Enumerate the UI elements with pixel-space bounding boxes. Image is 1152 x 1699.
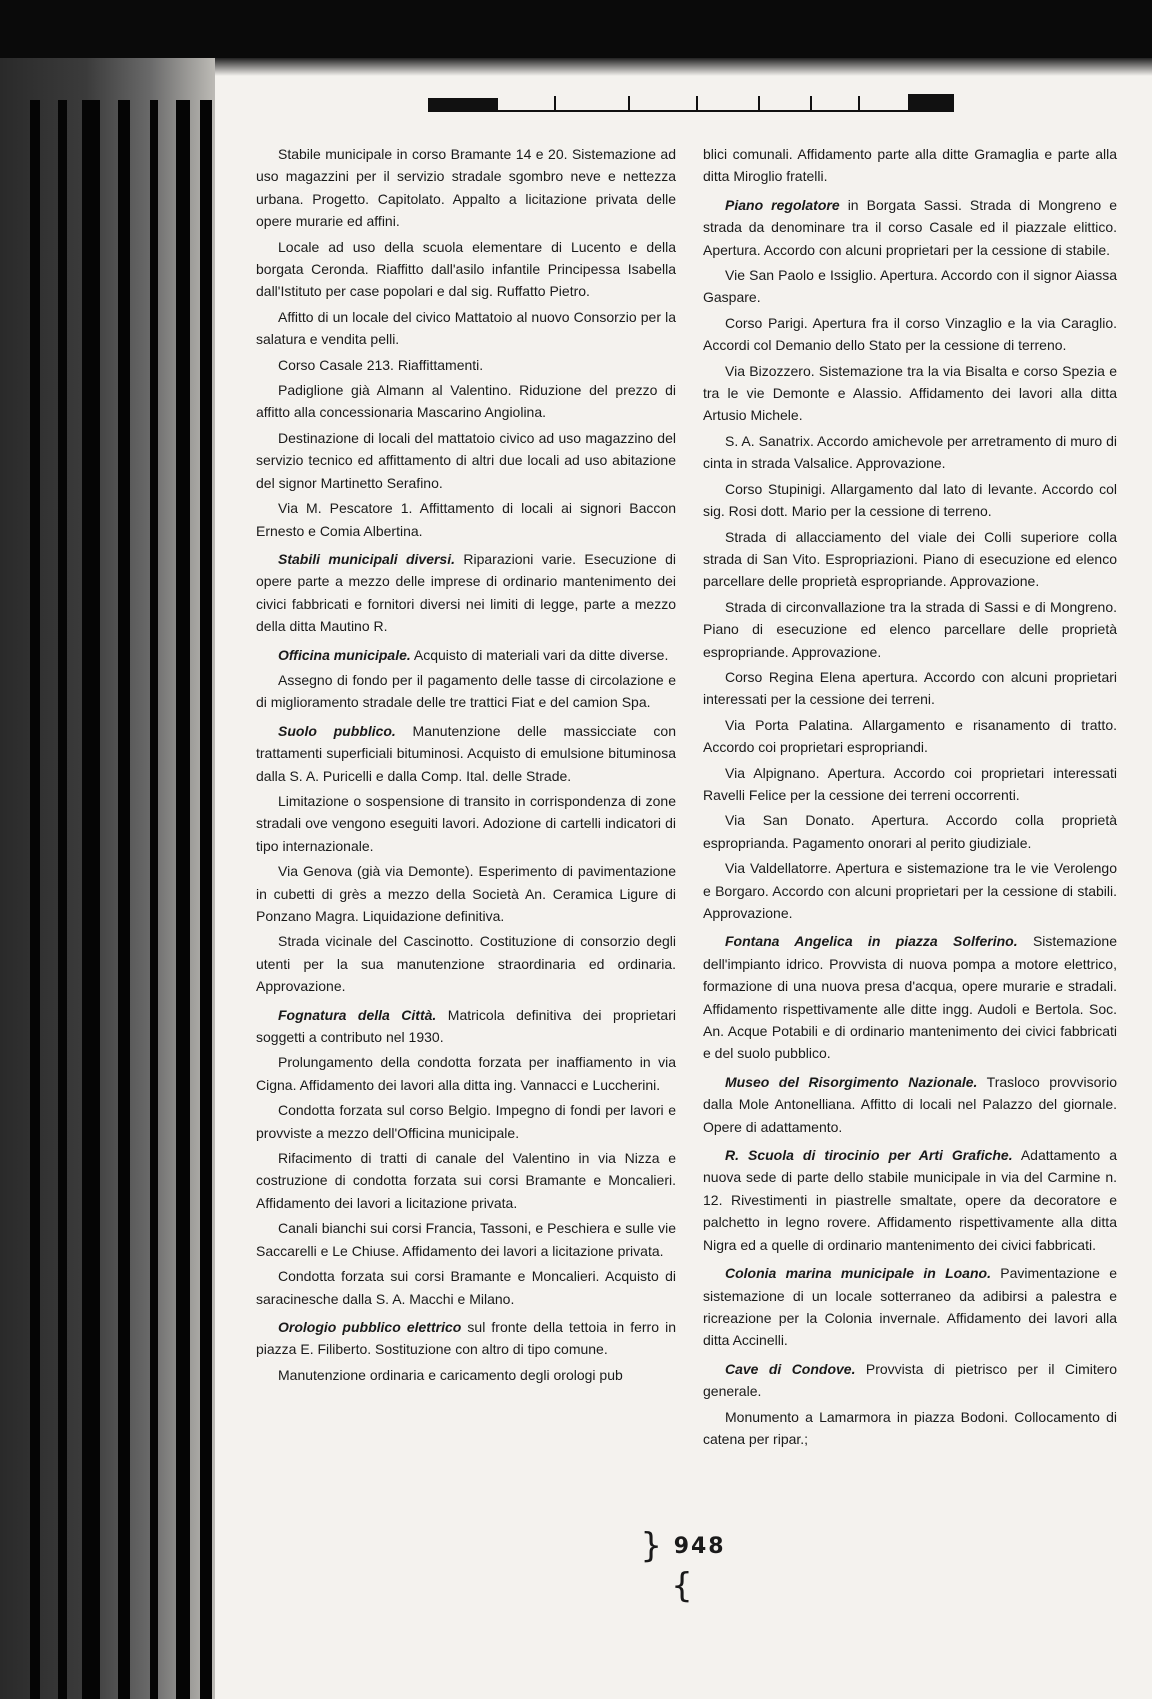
paragraph [256,379,676,424]
section-heading: Stabili municipali diversi. [278,550,455,567]
paragraph [703,194,1117,261]
paragraph-text: Trasloco provvisorio dalla Mole Antonelliana. Affitto di locali nel Palazzo del giornale. Opere di adattamento. [703,1073,1117,1135]
section-heading: Fontana Angelica in piazza Solferino. [725,933,1018,950]
section-heading: Piano regolatore [725,196,840,213]
paragraph-text: Corso Casale 213. Riaffittamenti. [278,356,484,373]
paragraph-text: Prolungamento della condotta forzata per inaffiamento in via Cigna. Affidamento dei lavori alla ditta ing. Vannacci e Luccherini. [256,1054,676,1093]
paragraph [256,143,676,233]
paragraph [256,1217,676,1262]
section-heading: Suolo pubblico. [278,722,396,739]
ruler-block-right [908,94,954,110]
paragraph-text: Via San Donato. Apertura. Accordo colla proprietà esproprianda. Pagamento onorari al perito giudiziale. [703,812,1117,851]
paragraph-text: Vie San Paolo e Issiglio. Apertura. Accordo con il signor Aiassa Gaspare. [703,267,1117,306]
ruler-tick [554,96,556,110]
brace-right-glyph: { [671,1566,695,1606]
page-number [628,1526,738,1606]
paragraph [256,1004,676,1049]
section-heading: Cave di Condove. [725,1360,856,1377]
scan-top-border [0,0,1152,58]
paragraph [703,596,1117,663]
paragraph-text: Via Porta Palatina. Allargamento e risanamento di tratto. Accordo coi proprietari espropriandi. [703,716,1117,756]
paragraph [703,1358,1117,1403]
paragraph [256,1099,676,1144]
text-column-right [703,143,1117,1453]
section-heading: Museo del Risorgimento Nazionale. [725,1073,978,1090]
binding-stripe [30,100,40,1699]
scan-ruler-strip [428,94,954,112]
paragraph-text: Riparazioni varie. Esecuzione di opere parte a mezzo delle imprese di ordinario mantenimento dei civici fabbricati e fornitori diversi nei limiti di legge, parte a mezzo della ditta Mautino R. [256,550,676,635]
paragraph-text: Destinazione di locali del mattatoio civico ad uso magazzino del servizio tecnico ed affittamento di altri due locali ad uso abitazione del signor Martinetto Serafino. [256,429,676,491]
paragraph-text: Corso Regina Elena apertura. Accordo con alcuni proprietari interessati per la cessione dei terreni. [703,668,1117,708]
paragraph [256,1316,676,1361]
ruler-tick [858,96,860,110]
paragraph [703,1071,1117,1138]
paragraph-text: Rifacimento di tratti di canale del Valentino in via Nizza e costruzione di condotta forzata sui corsi Bramante e Moncalieri. Affidamento dei lavori a licitazione privata. [256,1150,676,1211]
paragraph [256,1265,676,1310]
paragraph-text: Adattamento a nuova sede di parte dello stabile municipale in via del Carmine n. 12. Rivestimenti in piastrelle smaltate, opere da decoratore e palchetto in legno rovere. Affidamento rispettivamente alla ditta Nigra ed a quelle di ordinario mantenimento dei civici fabbricati. [703,1147,1117,1253]
paragraph-text: Provvista di pietrisco per il Cimitero generale. [703,1360,1118,1400]
paragraph-text: Strada di allacciamento del viale dei Colli superiore colla strada di San Vito. Espropriazioni. Piano di esecuzione ed elenco parcellare delle proprietà espropriande. Approvazione. [703,528,1117,590]
ruler-tick [628,96,630,110]
paragraph-text: Locale ad uso della scuola elementare di Lucento e della borgata Ceronda. Riaffitto dall'asilo infantile Principessa Isabella dall'Istituto per case popolari e dal sig. Ruffatto Pietro. [256,238,676,300]
binding-stripe [118,100,130,1699]
paragraph [256,1147,676,1214]
ruler-tick [810,96,812,110]
brace-left-glyph: } [640,1526,665,1566]
paragraph-text: Corso Stupinigi. Allargamento dal lato di levante. Accordo col sig. Rosi dott. Mario per la cessione di terreno. [703,480,1117,520]
paragraph-text: Strada di circonvallazione tra la strada di Sassi e di Mongreno. Piano di esecuzione ed elenco parcellare delle proprietà espropriande. Approvazione. [703,598,1117,660]
paragraph [703,1144,1117,1256]
section-heading: Orologio pubblico elettrico [278,1318,462,1335]
paragraph-text: Via Alpignano. Apertura. Accordo coi proprietari interessati Ravelli Felice per la cessione dei terreni occorrenti. [703,764,1117,803]
paragraph [703,312,1117,357]
paragraph [256,669,676,714]
paragraph-text: Stabile municipale in corso Bramante 14 e 20. Sistemazione ad uso magazzini per il servizio stradale sgombro neve e nettezza urbana. Progetto. Capitolato. Appalto a licitazione privata delle opere murarie ed affini. [256,146,676,230]
ruler-tick [758,96,760,110]
binding-stripe [82,100,100,1699]
paragraph-text: blici comunali. Affidamento parte alla ditte Gramaglia e parte alla ditta Miroglio fratelli. [703,146,1117,185]
paragraph-text: Padiglione già Almann al Valentino. Riduzione del prezzo di affitto alla concessionaria Mascarino Angiolina. [256,382,676,421]
paragraph-text: Monumento a Lamarmora in piazza Bodoni. Collocamento di catena per ripar.; [703,1408,1117,1447]
paragraph [256,354,676,376]
paragraph [256,790,676,857]
paragraph-text: Condotta forzata sul corso Belgio. Impegno di fondi per lavori e provviste a mezzo dell'Officina municipale. [256,1102,676,1141]
section-heading: Colonia marina municipale in Loano. [725,1265,991,1282]
paragraph [256,306,676,351]
paragraph-text: Sistemazione dell'impianto idrico. Provvista di nuova pompa a motore elettrico, formazione di una nuova presa d'acqua, opere murarie e stradali. Affidamento rispettivamente alle ditte ingg. Audoli e Bertola. Soc. An. Acque Potabili e di ordinario mantenimento dei civici fabbricati e del suolo pubblico. [703,933,1117,1062]
ruler-block-left [428,98,498,110]
paragraph [256,236,676,303]
paragraph-text: Via Genova (già via Demonte). Esperimento di pavimentazione in cubetti di grès a mezzo della Società An. Ceramica Ligure di Ponzano Magra. Liquidazione definitiva. [256,863,676,924]
paragraph [703,143,1117,188]
paragraph-text: Affitto di un locale del civico Mattatoio al nuovo Consorzio per la salatura e vendita pelli. [256,308,676,348]
paragraph [256,548,676,638]
paragraph [703,1262,1117,1352]
binding-stripe [58,100,67,1699]
paragraph [256,497,676,542]
paragraph-text: Strada vicinale del Cascinotto. Costituzione di consorzio degli utenti per la sua manutenzione straordinaria ed ordinaria. Approvazione. [256,933,676,995]
paragraph-text: Canali bianchi sui corsi Francia, Tassoni, e Peschiera e sulle vie Saccarelli e Le Chiuse. Affidamento dei lavori a licitazione privata. [256,1220,676,1259]
paragraph [256,427,676,494]
page-number-value: 948 [673,1534,726,1559]
paragraph-text: Matricola definitiva dei proprietari soggetti a contributo nel 1930. [256,1006,676,1046]
paragraph-text: Condotta forzata sui corsi Bramante e Moncalieri. Acquisto di saracinesche dalla S. A. Macchi e Milano. [256,1268,676,1307]
paragraph-text: Via Bizozzero. Sistemazione tra la via Bisalta e corso Spezia e tra le vie Demonte e Alassio. Affidamento dei lavori alla ditta Artusio Michele. [703,362,1117,424]
paragraph-text: Manutenzione ordinaria e caricamento degli orologi pub [278,1366,623,1383]
paragraph-text: Limitazione o sospensione di transito in corrispondenza di zone stradali ove vengono eseguiti lavori. Adozione di cartelli indicatori di tipo internazionale. [256,792,676,854]
section-heading: R. Scuola di tirocinio per Arti Grafiche. [725,1147,1013,1164]
paragraph [703,430,1117,475]
binding-stripe [150,100,158,1699]
paragraph-text: Pavimentazione e sistemazione di un locale sotterraneo da adibirsi a palestra e ricreazione per la Colonia invernale. Affidamento dei lavori alla ditta Accinelli. [703,1265,1117,1349]
paragraph [256,1051,676,1096]
paragraph-text: sul fronte della tettoia in ferro in piazza E. Filiberto. Sostituzione con altro di tipo comune. [256,1318,676,1358]
paragraph [256,644,676,666]
paragraph-text: Acquisto di materiali vari da ditte diverse. [410,646,669,663]
paragraph [703,360,1117,427]
paragraph [703,478,1117,523]
paragraph [256,720,676,787]
paragraph-text: S. A. Sanatrix. Accordo amichevole per arretramento di muro di cinta in strada Valsalice. Approvazione. [703,432,1117,472]
paragraph-text: Via M. Pescatore 1. Affittamento di locali ai signori Baccon Ernesto e Comia Albertina. [256,500,676,539]
section-heading: Officina municipale. [278,646,411,663]
paragraph [703,857,1117,924]
paragraph [703,930,1117,1064]
paragraph [703,714,1117,759]
ruler-tick [696,96,698,110]
paragraph [256,1364,676,1386]
paragraph-text: Corso Parigi. Apertura fra il corso Vinzaglio e la via Caraglio. Accordi col Demanio dello Stato per la cessione di terreno. [703,314,1117,354]
paragraph-text: Manutenzione delle massicciate con trattamenti superficiali bituminosi. Acquisto di emulsione bituminosa dalla S. A. Puricelli e dalla Comp. Ital. delle Strade. [256,722,676,784]
section-heading: Fognatura della Città. [278,1006,437,1023]
paragraph [703,809,1117,854]
paragraph-text: in Borgata Sassi. Strada di Mongreno e strada da denominare tra il corso Casale ed il piazzale elittico. Apertura. Accordo con alcuni proprietari per la cessione di stabile. [703,196,1118,258]
binding-stripe [200,100,212,1699]
paragraph [703,1406,1117,1451]
binding-stripe [176,100,190,1699]
paragraph [703,762,1117,807]
text-column-left [256,143,676,1389]
paragraph [703,264,1117,309]
paragraph [256,860,676,927]
paragraph-text: Assegno di fondo per il pagamento delle tasse di circolazione e di miglioramento stradale delle tre trattici Fiat e del camion Spa. [256,671,676,711]
paragraph [256,930,676,997]
paragraph [703,526,1117,593]
paragraph-text: Via Valdellatorre. Apertura e sistemazione tra le vie Verolengo e Borgaro. Accordo con alcuni proprietari per la cessione di stabili. Approvazione. [703,860,1117,921]
paragraph [703,666,1117,711]
